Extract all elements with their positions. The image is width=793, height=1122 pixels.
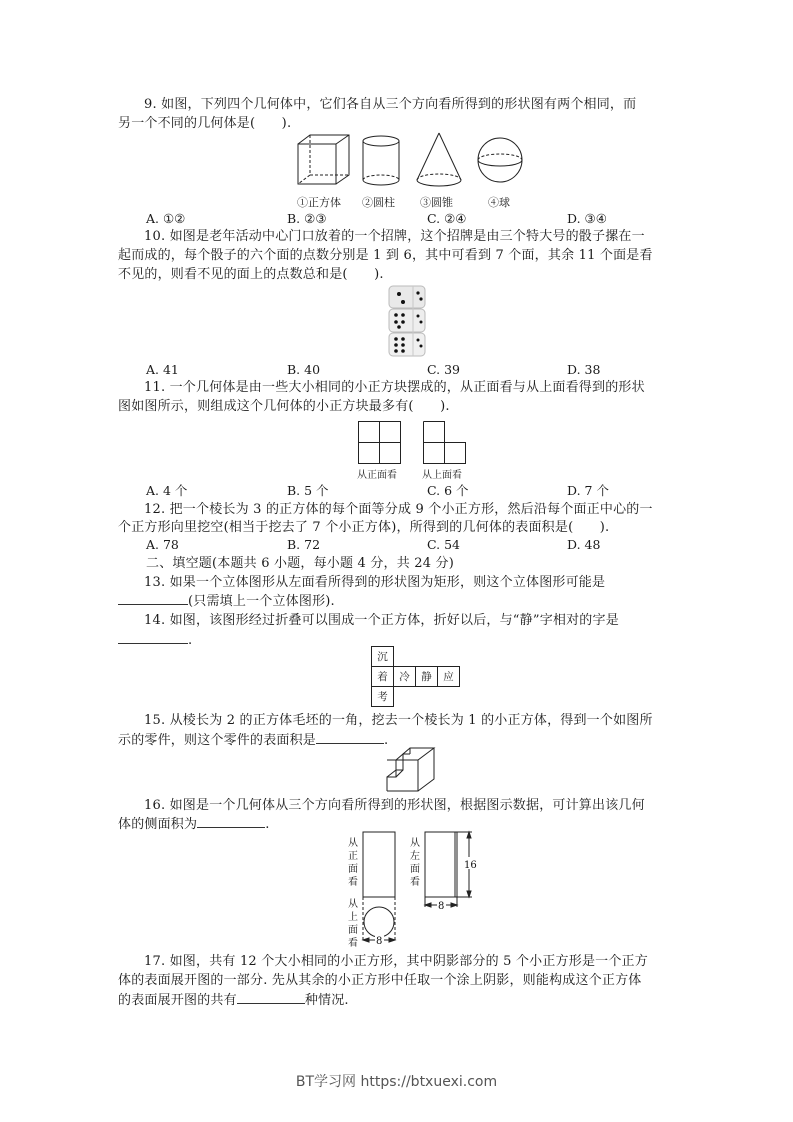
section-title-fill-in: 二、填空题(本题共 6 小题，每小题 4 分，共 24 分)	[146, 556, 455, 571]
q17-line-3-prefix: 的表面展开图的共有	[118, 993, 237, 1008]
q15-line-2-prefix: 示的零件，则这个零件的表面积是	[118, 733, 317, 748]
q12-line-2: 个正方形向里挖空(相当于挖去了 7 个小正方体)，所得到的几何体的表面积是( ).	[118, 520, 610, 535]
q9-line-1: 9. 如图，下列四个几何体中，它们各自从三个方向看所得到的形状图有两个相同，而	[144, 97, 637, 112]
q15-line-1: 15. 从棱长为 2 的正方体毛坯的一角，挖去一个棱长为 1 的小正方体，得到一个如图所	[144, 713, 653, 728]
q9-option-c[interactable]: C. ②④	[427, 211, 467, 226]
svg-text:8: 8	[438, 901, 445, 912]
q15-answer-blank[interactable]	[316, 731, 384, 744]
svg-text:看: 看	[410, 877, 420, 888]
dice-stack-image	[385, 284, 430, 358]
svg-text:8: 8	[376, 936, 383, 947]
net-cell-bottom: 考	[372, 687, 394, 707]
svg-text:上: 上	[348, 912, 358, 923]
q12-option-d[interactable]: D. 48	[567, 537, 601, 552]
q13-line-2	[118, 592, 678, 610]
q9-option-b[interactable]: B. ②③	[287, 211, 327, 226]
caption-top-view: 从上面看	[422, 470, 462, 481]
top-view-grid	[423, 421, 467, 465]
svg-text:面: 面	[348, 925, 358, 936]
caption-cube: ①正方体	[297, 196, 341, 209]
cone-figure	[416, 132, 462, 188]
q10-option-d[interactable]: D. 38	[567, 362, 601, 377]
caption-cone: ③圆锥	[420, 196, 453, 209]
q10-option-b[interactable]: B. 40	[287, 362, 321, 377]
q14-line-2-suffix: .	[188, 633, 193, 648]
q16-line-2-prefix: 体的侧面积为	[118, 817, 198, 832]
q11-line-2: 图如图所示，则组成这个几何体的小正方块最多有( ).	[118, 399, 450, 414]
svg-text:面: 面	[348, 864, 358, 875]
svg-text:面: 面	[410, 864, 420, 875]
notched-cube-figure	[386, 746, 436, 792]
net-cell-top: 沉	[372, 647, 394, 667]
q11-option-b[interactable]: B. 5 个	[287, 483, 329, 498]
sphere-figure	[477, 137, 523, 183]
q17-line-3-suffix: 种情况.	[304, 993, 349, 1008]
q10-line-3: 不见的，则看不见的面上的点数总和是( ).	[118, 267, 384, 282]
cube-figure	[297, 134, 352, 186]
q10-option-a[interactable]: A. 41	[146, 362, 179, 377]
caption-cylinder: ②圆柱	[362, 196, 395, 209]
footer-watermark[interactable]: BT学习网 https://btxuexi.com	[295, 1074, 498, 1090]
q17-line-2: 体的表面展开图的一部分. 先从其余的小正方形中任取一个涂上阴影，则能构成这个正方体	[118, 973, 642, 988]
q16-answer-blank[interactable]	[197, 815, 265, 828]
q12-line-1: 12. 把一个棱长为 3 的正方体的每个面等分成 9 个小正方形，然后沿每个面正中心的一	[144, 502, 653, 517]
svg-text:从: 从	[348, 838, 358, 849]
q11-line-1: 11. 一个几何体是由一些大小相同的小正方块摆成的，从正面看与从上面看得到的形状	[144, 380, 645, 395]
three-view-figure	[330, 829, 490, 954]
q11-option-c[interactable]: C. 6 个	[427, 483, 469, 498]
q10-option-c[interactable]: C. 39	[427, 362, 460, 377]
q17-line-3	[118, 991, 678, 1009]
q9-option-a[interactable]: A. ①②	[146, 211, 186, 226]
q9-option-d[interactable]: D. ③④	[567, 211, 607, 226]
svg-text:16: 16	[464, 860, 477, 871]
cube-net-figure	[371, 646, 460, 707]
svg-text:看: 看	[348, 877, 358, 888]
q10-line-2: 起而成的，每个骰子的六个面的点数分别是 1 到 6，其中可看到 7 个面，其余 11 个面是看	[118, 248, 653, 263]
q13-line-2-suffix: (只需填上一个立体图形).	[188, 594, 335, 609]
net-cell-middle-2: 冷	[394, 667, 416, 687]
svg-text:左: 左	[410, 851, 420, 862]
q17-line-1: 17. 如图，共有 12 个大小相同的小正方形，其中阴影部分的 5 个小正方形是一个正方	[144, 954, 648, 969]
q16-line-2-suffix: .	[265, 817, 270, 832]
svg-text:正: 正	[348, 851, 358, 862]
q14-answer-blank[interactable]	[118, 631, 188, 644]
q13-answer-blank[interactable]	[118, 592, 188, 605]
q15-line-2-suffix: .	[384, 733, 389, 748]
caption-sphere: ④球	[488, 196, 510, 209]
q16-line-1: 16. 如图是一个几何体从三个方向看所得到的形状图，根据图示数据，可计算出该几何	[144, 798, 645, 813]
cylinder-figure	[362, 135, 400, 187]
svg-text:从: 从	[410, 838, 420, 849]
q9-line-2: 另一个不同的几何体是( ).	[118, 116, 292, 131]
q10-line-1: 10. 如图是老年活动中心门口放着的一个招牌，这个招牌是由三个特大号的骰子摞在一	[144, 229, 645, 244]
q11-option-d[interactable]: D. 7 个	[567, 483, 609, 498]
net-cell-middle-1: 着	[372, 667, 394, 687]
q12-option-b[interactable]: B. 72	[287, 537, 321, 552]
q14-line-1: 14. 如图，该图形经过折叠可以围成一个正方体，折好以后，与“静”字相对的字是	[144, 613, 619, 628]
svg-text:看: 看	[348, 938, 358, 949]
front-view-grid	[358, 421, 402, 465]
q11-option-a[interactable]: A. 4 个	[146, 483, 188, 498]
svg-text:从: 从	[348, 899, 358, 910]
q13-line-1: 13. 如果一个立体图形从左面看所得到的形状图为矩形，则这个立体图形可能是	[144, 575, 606, 590]
q12-option-c[interactable]: C. 54	[427, 537, 460, 552]
net-cell-middle-3: 静	[416, 667, 438, 687]
q12-option-a[interactable]: A. 78	[146, 537, 179, 552]
net-cell-middle-4: 应	[438, 667, 460, 687]
caption-front-view: 从正面看	[357, 470, 397, 481]
q17-answer-blank[interactable]	[237, 991, 305, 1004]
